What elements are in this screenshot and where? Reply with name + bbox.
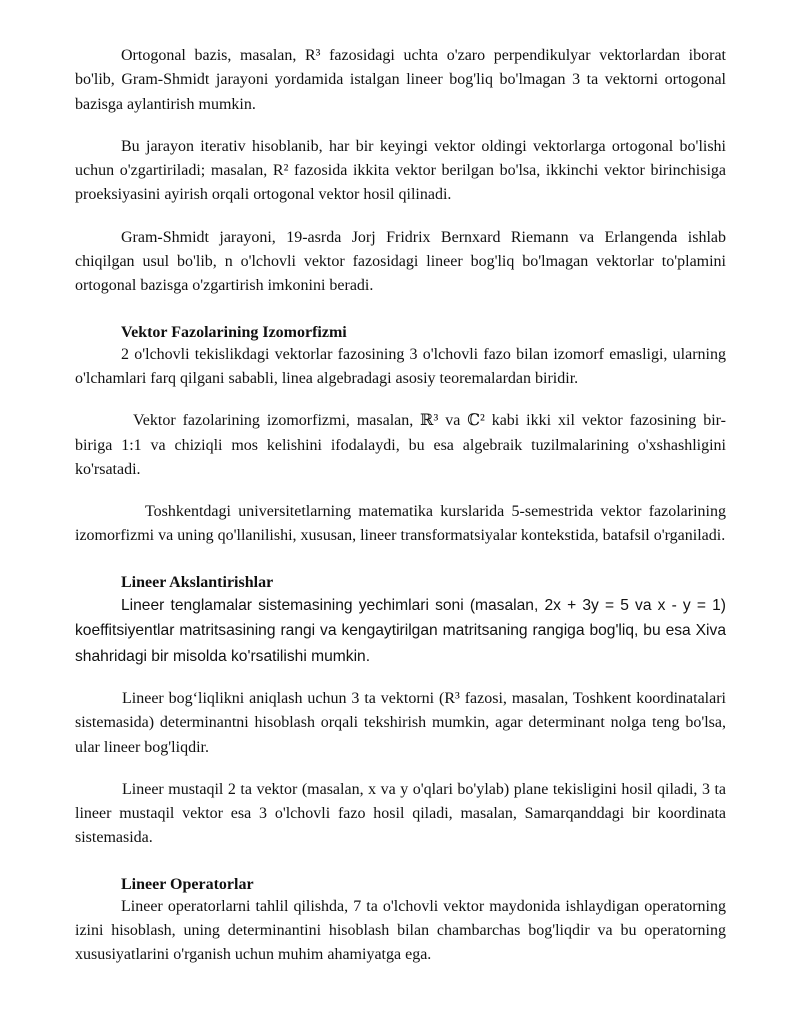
paragraph-linear-systems: Lineer tenglamalar sistemasining yechimlari soni (masalan, 2x + 3y = 5 va x - y = 1) koeffitsiyentlar matritsasining rangi va kengaytirilgan matritsaning rangiga bog'liq, bu esa Xiva shahridagi bir misolda ko'rsatilishi mumkin. (75, 596, 726, 665)
paragraph-orthogonal-basis: Ortogonal bazis, masalan, R³ fazosidagi uchta o'zaro perpendikulyar vektorlardan iborat bo'lib, Gram-Shmidt jarayoni yordamida istalgan lineer bog'liq bo'lmagan 3 ta vektorni ortogonal bazisga aylantirish mumkin. (75, 47, 726, 113)
paragraph-linear-dependence: Lineer bogʻliqlikni aniqlash uchun 3 ta vektorni (R³ fazosi, masalan, Toshkent koordinatalari sistemasida) determinantni hisoblash orqali tekshirish mumkin, agar determinant nolga teng bo'lsa, ular lineer bog'liqdir. (75, 689, 726, 756)
section-heading-isomorphism: Vektor Fazolarining Izomorfizmi (121, 323, 347, 341)
paragraph-tashkent-courses: Toshkentdagi universitetlarning matematika kurslarida 5-semestrida vektor fazolarining izomorfizmi va uning qo'llanilishi, xususan, lineer transformatsiyalar kontekstida, batafsil o'rganiladi. (75, 503, 726, 545)
document-page (75, 44, 726, 968)
paragraph-gram-schmidt-history: Gram-Shmidt jarayoni, 19-asrda Jorj Fridrix Bernxard Riemann va Erlangenda ishlab chiqilgan usul bo'lib, n o'lchovli vektor fazosidagi lineer bog'liq bo'lmagan vektorlar to'plamini ortogonal bazisga o'zgartirish imkonini beradi. (75, 228, 726, 295)
paragraph-linear-operators: Lineer operatorlarni tahlil qilishda, 7 ta o'lchovli vektor maydonida ishlaydigan operatorning izini hisoblash, uning determinantini hisoblash bilan chambarchas bog'liqdir va bu operatorning xususiyatlarini o'rganish uchun muhim ahamiyatga ega. (75, 897, 726, 964)
paragraph-linear-independence: Lineer mustaqil 2 ta vektor (masalan, x va y o'qlari bo'ylab) plane tekisligini hosil qiladi, 3 ta lineer mustaqil vektor esa 3 o'lchovli fazo hosil qiladi, masalan, Samarqanddagi bir koordinata sistemasida. (75, 780, 726, 847)
paragraph-iterative-process: Bu jarayon iterativ hisoblanib, har bir keyingi vektor oldingi vektorlarga ortogonal bo'lishi uchun o'zgartiriladi; masalan, R² fazosida ikkita vektor berilgan bo'lsa, ikkinchi vektor birinchisiga proeksiyasini ayirish orqali ortogonal vektor hosil qilinadi. (75, 137, 726, 204)
paragraph-dimension-isomorphism: 2 o'lchovli tekislikdagi vektorlar fazosining 3 o'lchovli fazo bilan izomorf emasligi, ularning o'lchamlari farq qilgani sababli, linea algebradagi asosiy teoremalardan biridir. (75, 345, 726, 387)
paragraph-isomorphism-definition: Vektor fazolarining izomorfizmi, masalan, ℝ³ va ℂ² kabi ikki xil vektor fazosining bir-biriga 1:1 va chiziqli mos kelishini ifodalaydi, bu esa algebraik tuzilmalarining o'xshashligini ko'rsatadi. (75, 412, 726, 478)
section-heading-linear-maps: Lineer Akslantirishlar (121, 573, 274, 591)
section-heading-linear-operators: Lineer Operatorlar (121, 875, 254, 893)
